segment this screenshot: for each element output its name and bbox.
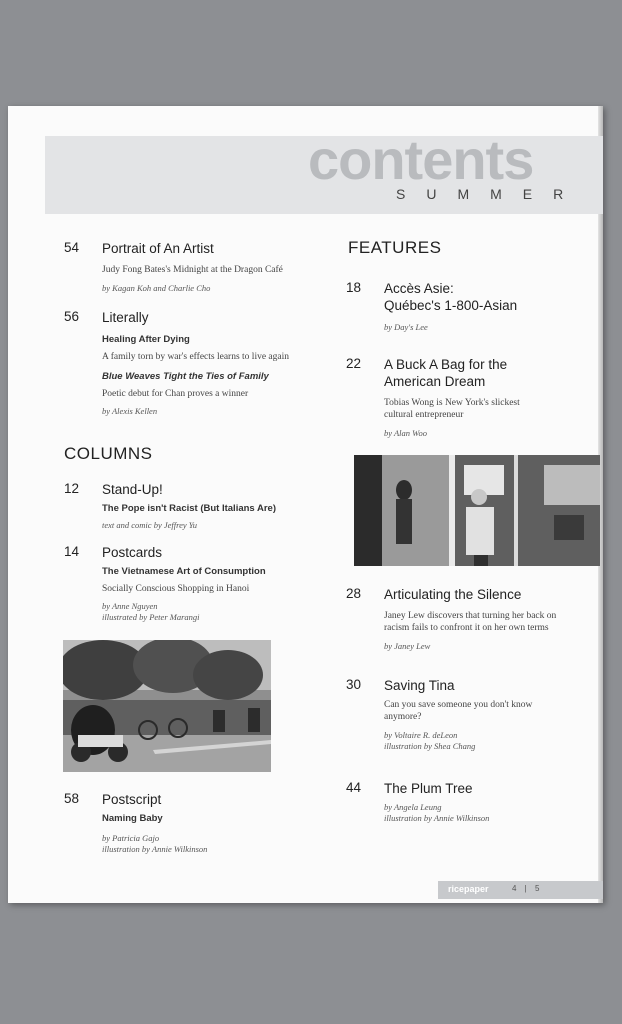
entry-description: Can you save someone you don't know: [384, 700, 533, 710]
columns-heading: COLUMNS: [64, 444, 153, 463]
entry-description: cultural entrepreneur: [384, 410, 464, 420]
entry-title-line: American Dream: [384, 374, 486, 389]
photo-hanoi-street: [63, 640, 271, 772]
entry-description: Socially Conscious Shopping in Hanoi: [102, 584, 250, 594]
entry-byline: by Janey Lew: [384, 641, 431, 651]
season-label: SUMMER: [396, 186, 585, 202]
entry-byline: by Angela Leung: [384, 802, 442, 812]
photo-tobias-wong: [354, 455, 600, 566]
footer-tab: [438, 881, 603, 899]
entry-description: Janey Lew discovers that turning her back on: [384, 611, 557, 621]
page-number: 30: [346, 677, 362, 692]
page-number: 28: [346, 586, 362, 601]
entry-byline-illustration: illustration by Annie Wilkinson: [102, 844, 208, 854]
entry-byline: by Kagan Koh and Charlie Cho: [102, 283, 211, 293]
entry-byline: by Patricia Gajo: [102, 833, 160, 843]
page-number: 58: [64, 791, 80, 806]
entry-title: Portrait of An Artist: [102, 241, 214, 256]
entry-description: Tobias Wong is New York's slickest: [384, 398, 520, 408]
entry-title: Postscript: [102, 792, 162, 807]
page-number: 18: [346, 280, 362, 295]
page-number: 54: [64, 240, 80, 255]
footer-logo: ricepaper: [448, 884, 489, 894]
entry-description: A family torn by war's effects learns to live again: [102, 352, 289, 362]
entry-title: Literally: [102, 310, 149, 325]
footer-page-numbers: 4 | 5: [512, 884, 543, 893]
entry-description: racism fails to confront it on her own terms: [384, 623, 549, 633]
entry-byline: text and comic by Jeffrey Yu: [102, 520, 197, 530]
features-heading: FEATURES: [348, 238, 442, 257]
entry-title-line: Québec's 1-800-Asian: [384, 298, 518, 313]
entry-byline: by Anne Nguyen: [102, 601, 158, 611]
entry-byline: by Alexis Kellen: [102, 406, 158, 416]
entry-title: Postcards: [102, 545, 163, 560]
page-number: 12: [64, 481, 80, 496]
page-number: 14: [64, 544, 80, 559]
entry-title-line: Accès Asie:: [384, 281, 454, 296]
entry-title: [384, 356, 507, 390]
contents-title: contents: [308, 128, 534, 191]
entry-byline-illustration: illustration by Annie Wilkinson: [384, 813, 490, 823]
magazine-page: [8, 106, 603, 903]
entry-byline-illustration: illustration by Shea Chang: [384, 741, 476, 751]
entry-subhead: The Vietnamese Art of Consumption: [102, 566, 266, 577]
entry-title: Articulating the Silence: [384, 587, 522, 602]
entry-byline: by Day's Lee: [384, 322, 428, 332]
entry-description: Poetic debut for Chan proves a winner: [102, 389, 249, 399]
page-number: 44: [346, 780, 362, 795]
entry-title: [384, 280, 517, 314]
page-number: 56: [64, 309, 80, 324]
entry-title-line: A Buck A Bag for the: [384, 357, 508, 372]
entry-subhead: Healing After Dying: [102, 334, 190, 345]
entry-title: The Plum Tree: [384, 781, 473, 796]
entry-subhead: Naming Baby: [102, 813, 163, 824]
entry-subhead: Blue Weaves Tight the Ties of Family: [102, 371, 269, 382]
entry-title: Saving Tina: [384, 678, 455, 693]
entry-byline: by Alan Woo: [384, 428, 427, 438]
entry-description: Judy Fong Bates's Midnight at the Dragon Café: [102, 265, 283, 275]
entry-description: anymore?: [384, 712, 422, 722]
entry-byline: by Voltaire R. deLeon: [384, 730, 458, 740]
entry-byline-illustration: illustrated by Peter Marangi: [102, 612, 200, 622]
entry-subhead: The Pope isn't Racist (But Italians Are): [102, 503, 276, 514]
entry-title: Stand-Up!: [102, 482, 163, 497]
page-number: 22: [346, 356, 362, 371]
